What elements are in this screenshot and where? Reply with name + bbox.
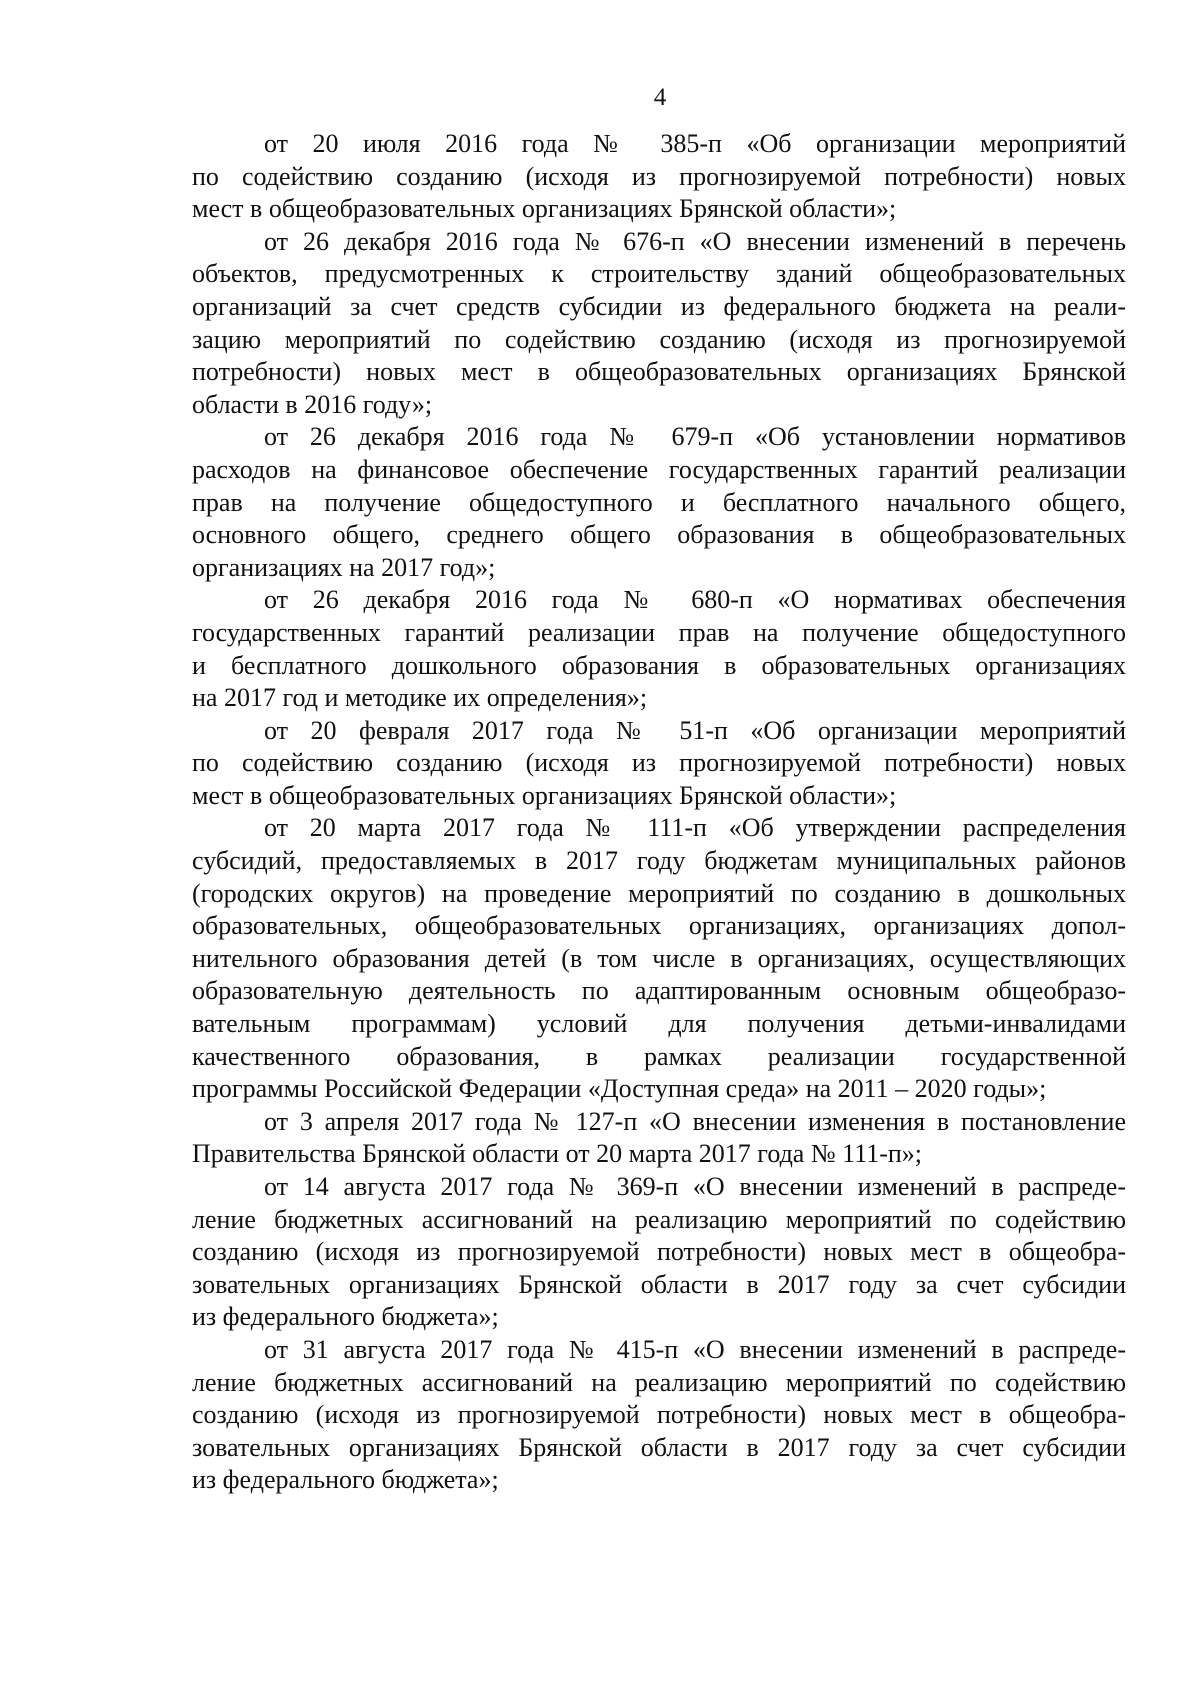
text-line: вательным программам) условий для получения детьми-инвалидами bbox=[192, 1009, 1126, 1039]
text-line: из федерального бюджета»; bbox=[192, 1465, 499, 1495]
text-line: организаций за счет средств субсидии из федерального бюджета на реали- bbox=[192, 291, 1126, 321]
text-line: (городских округов) на проведение мероприятий по созданию в дошкольных bbox=[192, 878, 1126, 908]
text-line: зовательных организациях Брянской области в 2017 году за счет субсидии bbox=[192, 1432, 1126, 1462]
text-line: созданию (исходя из прогнозируемой потребности) новых мест в общеобра- bbox=[192, 1400, 1126, 1430]
paragraph bbox=[192, 128, 1126, 226]
text-line: мест в общеобразовательных организациях Брянской области»; bbox=[192, 780, 897, 810]
paragraph bbox=[192, 1106, 1126, 1171]
text-line: созданию (исходя из прогнозируемой потребности) новых мест в общеобра- bbox=[192, 1237, 1126, 1267]
document-body bbox=[192, 128, 1126, 1497]
text-line: от 26 декабря 2016 года № 676-п «О внесении изменений в перечень bbox=[264, 226, 1126, 256]
text-line: ление бюджетных ассигнований на реализацию мероприятий по содействию bbox=[192, 1204, 1126, 1234]
text-line: мест в общеобразовательных организациях Брянской области»; bbox=[192, 194, 897, 224]
text-line: от 26 декабря 2016 года № 680-п «О нормативах обеспечения bbox=[264, 585, 1126, 615]
paragraph bbox=[192, 812, 1126, 1105]
paragraph bbox=[192, 421, 1126, 584]
text-line: по содействию созданию (исходя из прогнозируемой потребности) новых bbox=[192, 748, 1126, 778]
text-line: субсидий, предоставляемых в 2017 году бюджетам муниципальных районов bbox=[192, 846, 1126, 876]
text-line: области в 2016 году»; bbox=[192, 389, 433, 419]
paragraph bbox=[192, 226, 1126, 422]
text-line: организациях на 2017 год»; bbox=[192, 552, 496, 582]
text-line: из федерального бюджета»; bbox=[192, 1302, 499, 1332]
text-line: по содействию созданию (исходя из прогнозируемой потребности) новых bbox=[192, 161, 1126, 191]
text-line: потребности) новых мест в общеобразовательных организациях Брянской bbox=[192, 357, 1126, 387]
text-line: основного общего, среднего общего образования в общеобразовательных bbox=[192, 520, 1126, 550]
text-line: прав на получение общедоступного и бесплатного начального общего, bbox=[192, 487, 1126, 517]
text-line: Правительства Брянской области от 20 марта 2017 года № 111-п»; bbox=[192, 1139, 923, 1169]
text-line: государственных гарантий реализации прав на получение общедоступного bbox=[192, 617, 1126, 647]
page-number: 4 bbox=[653, 84, 667, 111]
text-line: программы Российской Федерации «Доступная среда» на 2011 – 2020 годы»; bbox=[192, 1074, 1047, 1104]
text-line: зацию мероприятий по содействию созданию (исходя из прогнозируемой bbox=[192, 324, 1126, 354]
paragraph bbox=[192, 1334, 1126, 1497]
paragraph bbox=[192, 1171, 1126, 1334]
text-line: зовательных организациях Брянской области в 2017 году за счет субсидии bbox=[192, 1269, 1126, 1299]
text-line: от 14 августа 2017 года № 369-п «О внесении изменений в распреде- bbox=[264, 1172, 1126, 1201]
text-line: и бесплатного дошкольного образования в образовательных организациях bbox=[192, 650, 1126, 680]
text-line: расходов на финансовое обеспечение государственных гарантий реализации bbox=[192, 454, 1126, 484]
paragraph bbox=[192, 584, 1126, 714]
text-line: образовательных, общеобразовательных организациях, организациях допол- bbox=[192, 911, 1126, 941]
text-line: от 20 февраля 2017 года № 51-п «Об организации мероприятий bbox=[264, 715, 1126, 745]
text-line: от 26 декабря 2016 года № 679-п «Об установлении нормативов bbox=[264, 422, 1126, 452]
text-line: от 20 июля 2016 года № 385-п «Об организации мероприятий bbox=[264, 129, 1126, 158]
text-line: нительного образования детей (в том числе в организациях, осуществляющих bbox=[192, 943, 1126, 973]
text-line: ление бюджетных ассигнований на реализацию мероприятий по содействию bbox=[192, 1367, 1126, 1397]
text-line: от 3 апреля 2017 года № 127-п «О внесении изменения в постановление bbox=[264, 1106, 1126, 1136]
text-line: от 31 августа 2017 года № 415-п «О внесении изменений в распреде- bbox=[264, 1334, 1126, 1364]
text-line: образовательную деятельность по адаптированным основным общеобразо- bbox=[192, 976, 1126, 1006]
paragraph bbox=[192, 715, 1126, 813]
text-line: объектов, предусмотренных к строительству зданий общеобразовательных bbox=[192, 259, 1126, 289]
text-line: качественного образования, в рамках реализации государственной bbox=[192, 1041, 1126, 1071]
text-line: на 2017 год и методике их определения»; bbox=[192, 683, 648, 713]
text-line: от 20 марта 2017 года № 111-п «Об утверждении распределения bbox=[264, 813, 1126, 843]
